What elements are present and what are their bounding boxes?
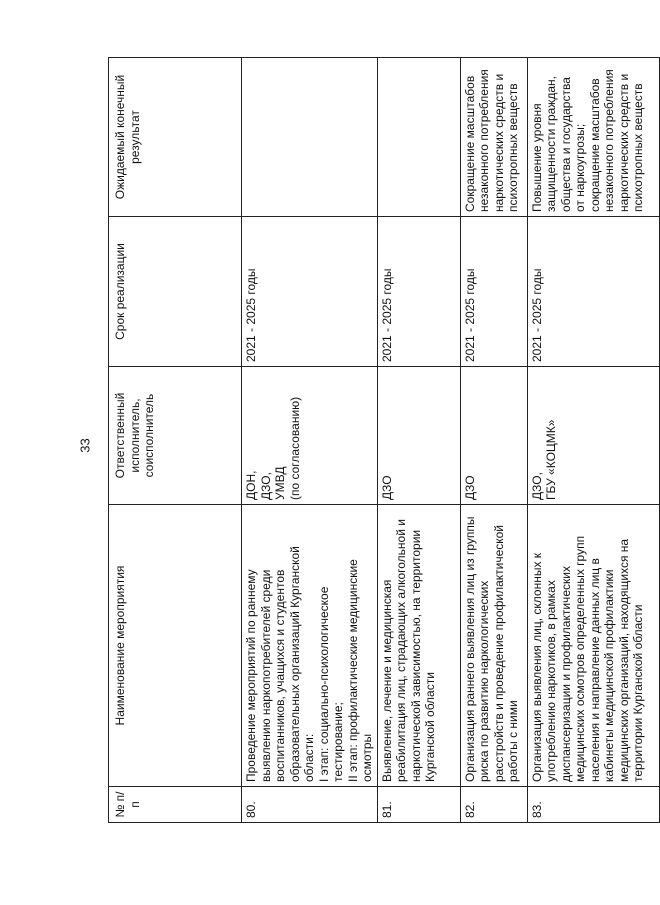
row-number: 82. <box>460 787 527 823</box>
header-term: Срок реализации <box>109 217 242 367</box>
row-number: 80. <box>242 787 378 823</box>
page-number: 33 <box>77 438 93 453</box>
row-result <box>377 58 460 217</box>
row-result <box>242 58 378 217</box>
row-term: 2021 - 2025 годы <box>527 217 659 367</box>
row-result: Повышение уровня защищенности граждан, общества и государства от наркоугрозы; сокращение масштабов незаконного потребления наркотических средств и психотропных веществ <box>527 58 659 217</box>
header-number: № п/ п <box>109 787 242 823</box>
header-executor: Ответственный исполнитель, соисполнитель <box>109 367 242 505</box>
row-executor: ДОН, ДЗО, УМВД (по согласованию) <box>242 367 378 505</box>
row-term: 2021 - 2025 годы <box>460 217 527 367</box>
row-measure-name: Проведение мероприятий по раннему выявлению наркопотребителей среди воспитанников, учащихся и студентов образовательных организаций Курганской области: I этап: социально-психологическое тестирование; II этап: профилактические медицинские осмотры <box>242 505 378 787</box>
header-measure-name: Наименование мероприятия <box>109 505 242 787</box>
measures-table <box>108 57 660 823</box>
table-row <box>460 58 527 823</box>
row-result: Сокращение масштабов незаконного потребления наркотических средств и психотропных веществ <box>460 58 527 217</box>
row-measure-name: Организация раннего выявления лиц из группы риска по развитию наркологических расстройств и проведение профилактической работы с ними <box>460 505 527 787</box>
row-executor: ДЗО <box>460 367 527 505</box>
row-number: 81. <box>377 787 460 823</box>
row-number: 83. <box>527 787 659 823</box>
table-header-row <box>109 58 242 823</box>
table-row <box>527 58 659 823</box>
row-term: 2021 - 2025 годы <box>377 217 460 367</box>
document-page <box>108 58 645 823</box>
row-term: 2021 - 2025 годы <box>242 217 378 367</box>
row-executor: ДЗО <box>377 367 460 505</box>
table-row <box>242 58 378 823</box>
row-executor: ДЗО, ГБУ «КОЦМК» <box>527 367 659 505</box>
header-result: Ожидаемый конечный результат <box>109 58 242 217</box>
rotated-table-container <box>108 58 645 823</box>
row-measure-name: Выявление, лечение и медицинская реабилитация лиц, страдающих алкогольной и наркотической зависимостью, на территории Курганской области <box>377 505 460 787</box>
table-row <box>377 58 460 823</box>
row-measure-name: Организация выявления лиц, склонных к употреблению наркотиков, в рамках диспансеризации и профилактических медицинских осмотров определенных групп населения и направление данных лиц в кабинеты медицинской профилактики медицинских организаций, находящихся на территории Курганской области <box>527 505 659 787</box>
